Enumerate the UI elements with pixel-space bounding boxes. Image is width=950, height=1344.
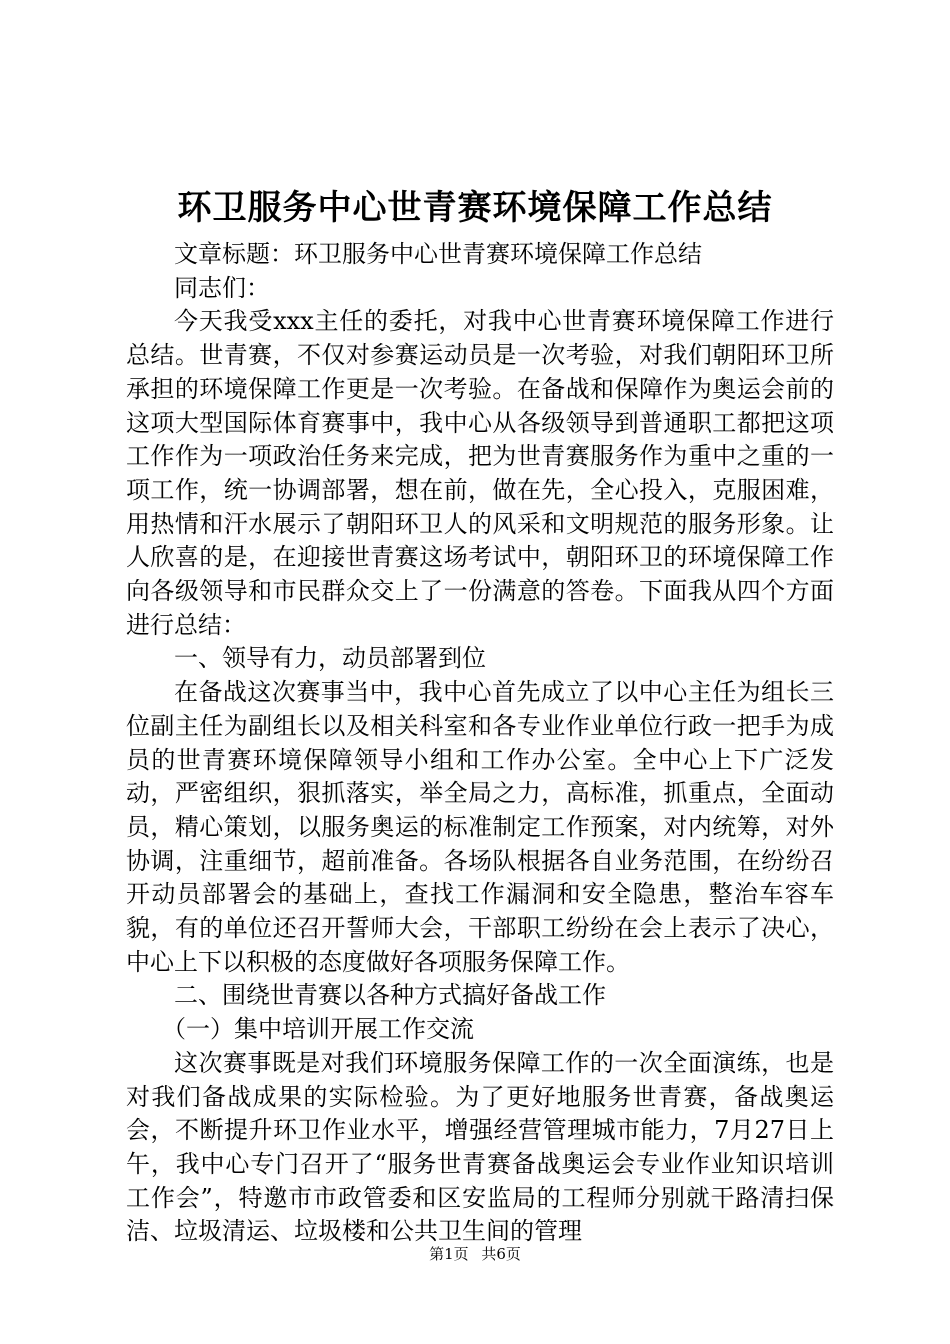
subsection-heading: （一）集中培训开展工作交流 [162,1015,474,1044]
page-footer [0,1244,950,1264]
page-number: 第1页 [429,1245,469,1263]
section-heading: 一、领导有力，动员部署到位 [174,644,486,673]
document-title: 环卫服务中心世青赛环境保障工作总结 [177,188,773,228]
article-title-line: 文章标题：环卫服务中心世青赛环境保障工作总结 [174,240,702,268]
body-paragraph: 这次赛事既是对我们环境服务保障工作的一次全面演练，也是对我们备战成果的实际检验。为了更好地服务世青赛，备战奥运会，不断提升环卫作业水平，增强经营管理城市能力，7月27日上午，我中心专门召开了“服务世青赛备战奥运会专业作业知识培训工作会”，特邀市市政管委和区安监局的工程师分别就干路清扫保洁、垃圾清运、垃圾楼和公共卫生间的管理 [126,1048,834,1246]
salutation: 同志们： [174,273,270,302]
body-paragraph: 在备战这次赛事当中，我中心首先成立了以中心主任为组长三位副主任为副组长以及相关科室和各专业作业单位行政一把手为成员的世青赛环境保障领导小组和工作办公室。全中心上下广泛发动，严密组织，狠抓落实，举全局之力，高标准，抓重点，全面动员，精心策划，以服务奥运的标准制定工作预案，对内统筹，对外协调，注重细节，超前准备。各场队根据各自业务范围，在纷纷召开动员部署会的基础上，查找工作漏洞和安全隐患，整治车容车貌，有的单位还召开誓师大会，干部职工纷纷在会上表示了决心，中心上下以积极的态度做好各项服务保障工作。 [126,678,834,976]
body-paragraph: 今天我受xxx主任的委托，对我中心世青赛环境保障工作进行总结。世青赛，不仅对参赛运动员是一次考验，对我们朝阳环卫所承担的环境保障工作更是一次考验。在备战和保障作为奥运会前的这项大型国际体育赛事中，我中心从各级领导到普通职工都把这项工作作为一项政治任务来完成，把为世青赛服务作为重中之重的一项工作，统一协调部署，想在前，做在先，全心投入，克服困难，用热情和汗水展示了朝阳环卫人的风采和文明规范的服务形象。让人欣喜的是，在迎接世青赛这场考试中，朝阳环卫的环境保障工作向各级领导和市民群众交上了一份满意的答卷。下面我从四个方面进行总结： [126,307,834,639]
section-heading: 二、围绕世青赛以各种方式搞好备战工作 [174,981,606,1010]
page-total: 共6页 [481,1245,521,1263]
document-body [126,238,834,1249]
